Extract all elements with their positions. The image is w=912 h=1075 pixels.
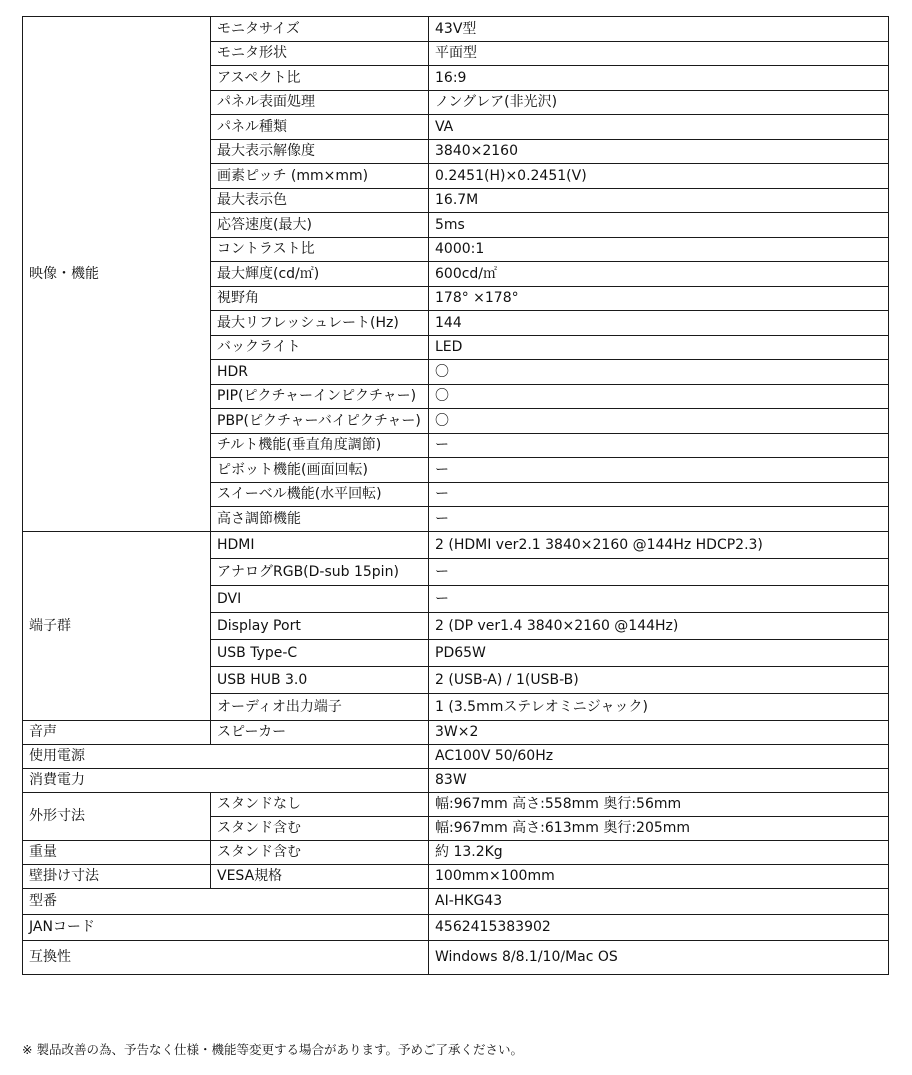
spec-value: LED: [429, 335, 889, 360]
spec-value: 100mm×100mm: [429, 864, 889, 888]
spec-label: コントラスト比: [211, 237, 429, 262]
footnote: ※ 製品改善の為、予告なく仕様・機能等変更する場合があります。予めご了承ください。: [22, 1042, 523, 1057]
spec-label: 最大輝度(cd/㎡): [211, 262, 429, 287]
spec-label: ピボット機能(画面回転): [211, 458, 429, 483]
table-row: [23, 888, 889, 914]
spec-value: PD65W: [429, 639, 889, 666]
spec-value: 43V型: [429, 17, 889, 42]
spec-label: スタンド含む: [211, 816, 429, 840]
spec-label: アナログRGB(D-sub 15pin): [211, 558, 429, 585]
spec-value: 5ms: [429, 213, 889, 238]
spec-value: 4562415383902: [429, 914, 889, 940]
spec-value: 〇: [429, 360, 889, 385]
spec-label: バックライト: [211, 335, 429, 360]
spec-label: PIP(ピクチャーインピクチャー): [211, 384, 429, 409]
spec-label: DVI: [211, 585, 429, 612]
spec-value: 600cd/㎡: [429, 262, 889, 287]
spec-label: Display Port: [211, 612, 429, 639]
spec-label: 視野角: [211, 286, 429, 311]
table-row: [23, 531, 889, 558]
spec-label: USB HUB 3.0: [211, 666, 429, 693]
spec-value: ー: [429, 482, 889, 507]
spec-value: ー: [429, 558, 889, 585]
table-row: [23, 940, 889, 974]
table-row: [23, 792, 889, 816]
spec-label: 最大表示色: [211, 188, 429, 213]
spec-label: PBP(ピクチャーバイピクチャー): [211, 409, 429, 434]
category-cell: 端子群: [23, 531, 211, 720]
spec-value: 幅:967mm 高さ:558mm 奥行:56mm: [429, 792, 889, 816]
spec-label: USB Type-C: [211, 639, 429, 666]
spec-value: 2 (HDMI ver2.1 3840×2160 @144Hz HDCP2.3): [429, 531, 889, 558]
spec-value: ー: [429, 507, 889, 532]
category-cell: 型番: [23, 888, 429, 914]
spec-value: ノングレア(非光沢): [429, 90, 889, 115]
spec-label: スタンド含む: [211, 840, 429, 864]
category-cell: 壁掛け寸法: [23, 864, 211, 888]
spec-value: Windows 8/8.1/10/Mac OS: [429, 940, 889, 974]
spec-value: 2 (DP ver1.4 3840×2160 @144Hz): [429, 612, 889, 639]
category-cell: 使用電源: [23, 744, 429, 768]
spec-value: 178° ×178°: [429, 286, 889, 311]
spec-label: 最大表示解像度: [211, 139, 429, 164]
spec-label: スタンドなし: [211, 792, 429, 816]
table-row: [23, 840, 889, 864]
table-row: [23, 768, 889, 792]
spec-label: オーディオ出力端子: [211, 693, 429, 720]
spec-value: ー: [429, 585, 889, 612]
spec-value: ー: [429, 433, 889, 458]
spec-value: 83W: [429, 768, 889, 792]
spec-label: パネル表面処理: [211, 90, 429, 115]
spec-label: HDR: [211, 360, 429, 385]
category-cell: 映像・機能: [23, 17, 211, 532]
spec-label: VESA規格: [211, 864, 429, 888]
spec-table-body: [23, 17, 889, 975]
spec-label: モニタ形状: [211, 41, 429, 66]
table-row: [23, 864, 889, 888]
table-row: [23, 744, 889, 768]
spec-value: 〇: [429, 384, 889, 409]
table-row: [23, 17, 889, 42]
spec-value: 144: [429, 311, 889, 336]
spec-value: 3W×2: [429, 720, 889, 744]
category-cell: 互換性: [23, 940, 429, 974]
spec-value: AC100V 50/60Hz: [429, 744, 889, 768]
spec-label: チルト機能(垂直角度調節): [211, 433, 429, 458]
spec-label: 高さ調節機能: [211, 507, 429, 532]
table-row: [23, 720, 889, 744]
spec-label: アスペクト比: [211, 66, 429, 91]
table-row: [23, 914, 889, 940]
spec-label: HDMI: [211, 531, 429, 558]
spec-table: [22, 16, 889, 975]
category-cell: 重量: [23, 840, 211, 864]
spec-label: 画素ピッチ (mm×mm): [211, 164, 429, 189]
category-cell: 外形寸法: [23, 792, 211, 840]
spec-value: 16.7M: [429, 188, 889, 213]
spec-label: 最大リフレッシュレート(Hz): [211, 311, 429, 336]
spec-value: 16:9: [429, 66, 889, 91]
spec-value: 3840×2160: [429, 139, 889, 164]
spec-value: ー: [429, 458, 889, 483]
spec-label: モニタサイズ: [211, 17, 429, 42]
spec-value: 1 (3.5mmステレオミニジャック): [429, 693, 889, 720]
spec-label: 応答速度(最大): [211, 213, 429, 238]
spec-value: 〇: [429, 409, 889, 434]
spec-value: 幅:967mm 高さ:613mm 奥行:205mm: [429, 816, 889, 840]
spec-label: パネル種類: [211, 115, 429, 140]
spec-value: 平面型: [429, 41, 889, 66]
category-cell: 消費電力: [23, 768, 429, 792]
category-cell: JANコード: [23, 914, 429, 940]
spec-value: 0.2451(H)×0.2451(V): [429, 164, 889, 189]
spec-value: 4000:1: [429, 237, 889, 262]
spec-label: スイーベル機能(水平回転): [211, 482, 429, 507]
spec-value: AI-HKG43: [429, 888, 889, 914]
spec-value: 約 13.2Kg: [429, 840, 889, 864]
spec-value: VA: [429, 115, 889, 140]
spec-value: 2 (USB-A) / 1(USB-B): [429, 666, 889, 693]
spec-label: スピーカー: [211, 720, 429, 744]
category-cell: 音声: [23, 720, 211, 744]
